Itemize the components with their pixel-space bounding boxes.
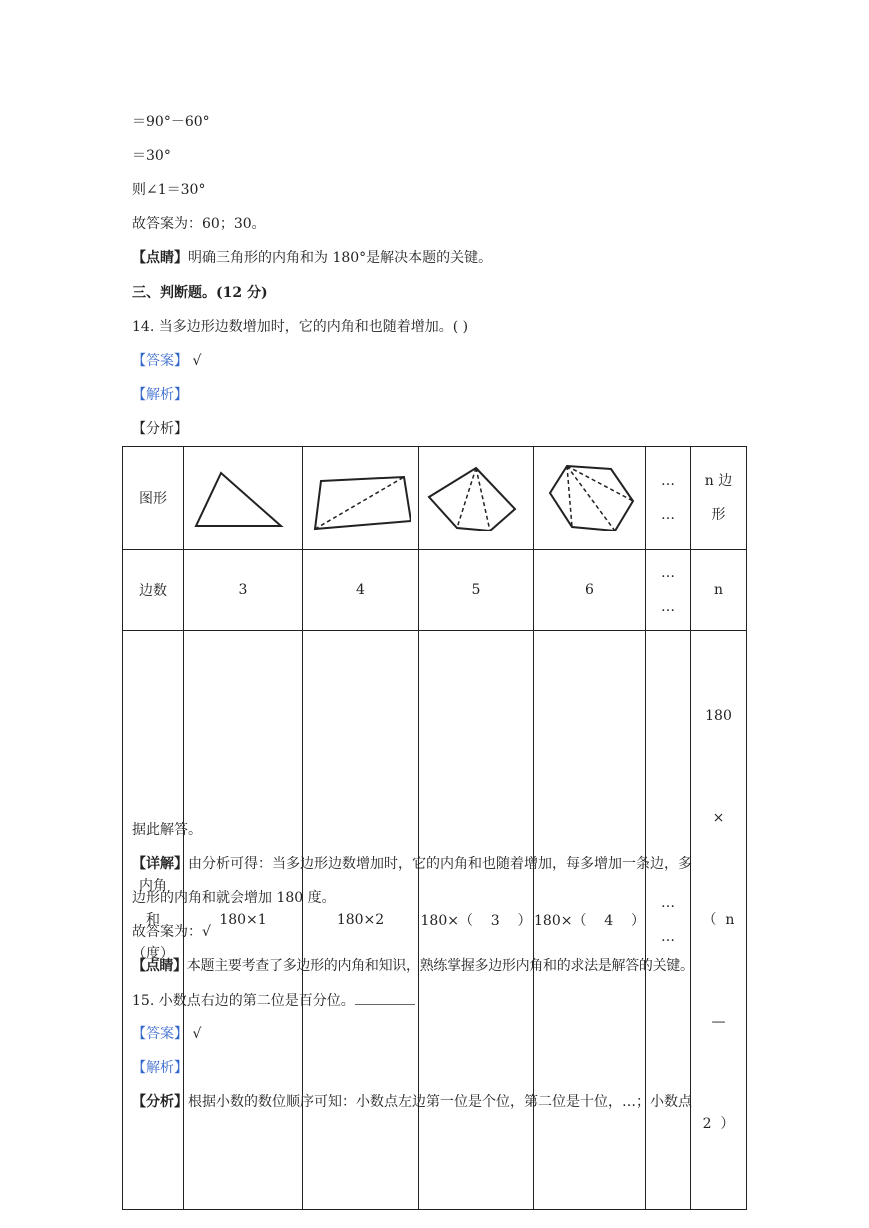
ellipsis: … <box>661 565 675 581</box>
dianjing-text: 本题主要考查了多边形的内角和知识，熟练掌握多边形内角和的求法是解答的关键。 <box>186 958 694 974</box>
dianjing-line-2 <box>132 956 694 976</box>
detail-line-2: 边形的内角和就会增加 180 度。 <box>132 890 336 906</box>
n-col-sum-line: — <box>711 1014 726 1030</box>
angle-sum-cell: 180×1 <box>184 631 303 1210</box>
answer-tag: 【答案】 <box>132 1026 188 1042</box>
detail-tag: 【详解】 <box>132 856 188 872</box>
sides-cell: 5 <box>419 550 534 631</box>
answer-value: √ <box>192 1026 202 1042</box>
section-heading: 三、判断题。(12 分) <box>132 285 268 301</box>
sides-cell: 6 <box>534 550 646 631</box>
detail-line-1 <box>132 854 692 874</box>
equation-line-3: 则∠1＝30° <box>132 182 206 198</box>
ellipsis-cell-sum <box>646 631 691 1210</box>
triangle-figure <box>184 447 303 550</box>
equation-line-2: ＝30° <box>132 148 171 164</box>
row-label-shape: 图形 <box>123 447 184 550</box>
n-col-sum-line: 180 <box>705 708 732 724</box>
answer-tag: 【答案】 <box>132 353 188 369</box>
answer-blank <box>355 990 415 1005</box>
fenxi-tag: 【分析】 <box>132 1094 188 1110</box>
ellipsis-cell-shape <box>646 447 691 550</box>
row-label-line: 内角 <box>139 878 167 894</box>
ellipsis: … <box>661 929 675 945</box>
row-label-sides: 边数 <box>123 550 184 631</box>
hexagon-figure <box>534 447 646 550</box>
quadrilateral-figure <box>303 447 419 550</box>
row-label-line: 和 <box>146 912 160 928</box>
table-row-sides <box>123 550 747 631</box>
fenxi-text: 根据小数的数位顺序可知：小数点左边第一位是个位，第二位是十位，…；小数点 <box>188 1094 692 1110</box>
q15-answer-line <box>132 1024 201 1044</box>
n-col-sum-line: （ n <box>702 912 735 928</box>
n-col-header-line: n 边 <box>704 473 733 489</box>
ellipsis: … <box>661 507 675 523</box>
answer-value: √ <box>192 353 202 369</box>
q15-analysis-tag: 【解析】 <box>132 1060 188 1076</box>
question-14: 14. 当多边形边数增加时，它的内角和也随着增加。( ) <box>132 319 469 335</box>
q14-analysis-tag: 【解析】 <box>132 387 188 403</box>
sides-cell: 4 <box>303 550 419 631</box>
ellipsis: … <box>661 895 675 911</box>
question-15 <box>132 990 415 1011</box>
ellipsis: … <box>661 473 675 489</box>
pentagon-figure <box>419 447 534 550</box>
table-row-angle-sum <box>123 631 747 1210</box>
sides-cell: 3 <box>184 550 303 631</box>
row-label-line: （度） <box>132 946 174 962</box>
angle-sum-cell: 180×（ 4 ） <box>534 631 646 1210</box>
detail-text-1: 由分析可得：当多边形边数增加时，它的内角和也随着增加，每多增加一条边，多 <box>188 856 692 872</box>
n-col-sum-line: × <box>712 810 725 826</box>
dianjing-line-1 <box>132 248 492 268</box>
q15-fenxi-line <box>132 1092 692 1112</box>
row-label-angle-sum <box>123 631 184 1210</box>
q14-fenxi-tag: 【分析】 <box>132 421 188 437</box>
dianjing-tag: 【点睛】 <box>132 250 188 266</box>
angle-sum-cell: 180×2 <box>303 631 419 1210</box>
question-15-text: 15. 小数点右边的第二位是百分位。 <box>132 993 355 1009</box>
ellipsis: … <box>661 599 675 615</box>
dianjing-text: 明确三角形的内角和为 180°是解决本题的关键。 <box>188 250 493 266</box>
equation-line-1: ＝90°－60° <box>132 114 210 130</box>
n-col-header <box>691 447 747 550</box>
dianjing-tag: 【点睛】 <box>132 958 187 974</box>
ellipsis-cell-sides <box>646 550 691 631</box>
n-col-sum-line: 2 ） <box>702 1116 735 1132</box>
q14-answer-line <box>132 351 201 371</box>
q14-final-answer: 故答案为：√ <box>132 924 211 940</box>
n-col-header-line: 形 <box>711 507 726 523</box>
after-table-line: 据此解答。 <box>132 822 202 838</box>
table-row-shape <box>123 447 747 550</box>
n-col-angle-sum <box>691 631 747 1210</box>
n-col-sides: n <box>691 550 747 631</box>
answer-line: 故答案为：60；30。 <box>132 216 266 232</box>
angle-sum-cell: 180×（ 3 ） <box>419 631 534 1210</box>
